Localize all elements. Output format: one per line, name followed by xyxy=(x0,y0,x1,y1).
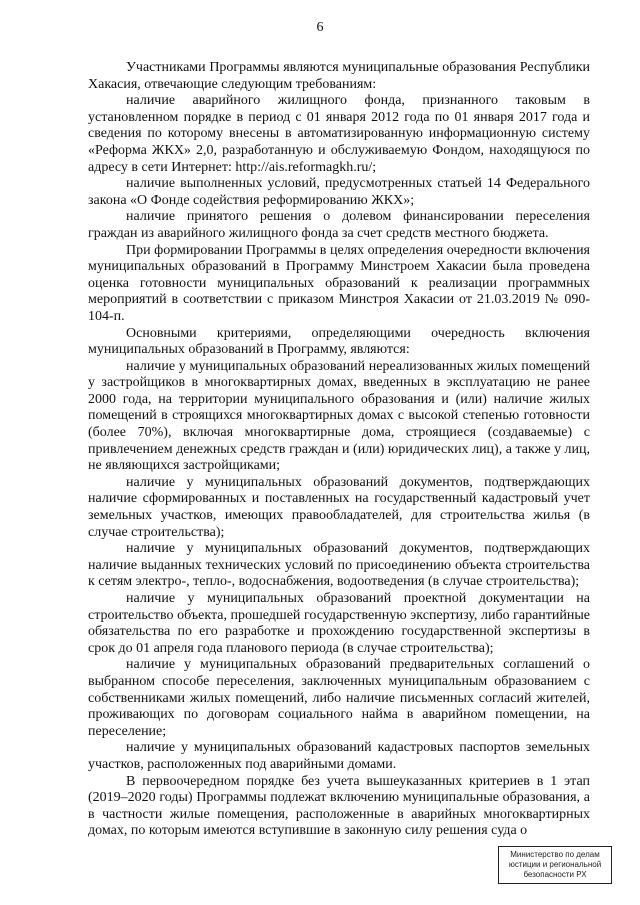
paragraph-readiness-assessment: При формировании Программы в целях определения очередности включения муниципальных образований в Программу Минстроем Хакасии была проведена оценка готовности муниципальных образований к реализации программных мероприятий в соответствии с приказом Минстроя Хакасии от 21.03.2019 № 090-104-п. xyxy=(88,242,590,324)
ministry-stamp xyxy=(498,846,612,884)
paragraph-emergency-housing: наличие аварийного жилищного фонда, признанного таковым в установленном порядке в период с 01 января 2012 года по 01 января 2017 года и сведения по которому внесены в автоматизированную информационную систему «Реформа ЖКХ» 2,0, разработанную и обслуживаемую Фондом, находящуюся по адресу в сети Интернет: http://ais.reformagkh.ru/; xyxy=(88,93,590,175)
stamp-line-2: юстиции и региональной xyxy=(508,860,602,869)
paragraph-main-criteria: Основными критериями, определяющими очередность включения муниципальных образований в Программу, являются: xyxy=(88,325,590,358)
paragraph-participants: Участниками Программы являются муниципальные образования Республики Хакасия, отвечающие следующим требованиям: xyxy=(88,60,590,92)
document-body xyxy=(88,60,590,840)
paragraph-technical-conditions: наличие у муниципальных образований документов, подтверждающих наличие выданных технических условий по присоединению объекта строительства к сетям электро-, тепло-, водоснабжения, водоотведения (в случае строительства); xyxy=(88,541,590,590)
paragraph-project-documentation: наличие у муниципальных образований проектной документации на строительство объекта, прошедшей государственную экспертизу, либо гарантийные обязательства по его разработке и прохождению государственной экспертизы в срок до 01 апреля года планового периода (в случае строительства); xyxy=(88,591,590,656)
paragraph-cofinancing: наличие принятого решения о долевом финансировании переселения граждан из аварийного жилищного фонда за счет средств местного бюджета. xyxy=(88,209,590,241)
paragraph-cadastral-passports: наличие у муниципальных образований кадастровых паспортов земельных участков, расположенных под аварийными домами. xyxy=(88,740,590,772)
paragraph-land-plots: наличие у муниципальных образований документов, подтверждающих наличие сформированных и поставленных на государственный кадастровый учет земельных участков, имеющих правообладателей, для строительства жилья (в случае строительства); xyxy=(88,474,590,540)
stamp-line-1: Министерство по делам xyxy=(510,850,600,859)
paragraph-unsold-housing: наличие у муниципальных образований нереализованных жилых помещений у застройщиков в многоквартирных домах, введенных в эксплуатацию не ранее 2000 года, на территории муниципального образования и (или) наличие жилых помещений в строящихся многоквартирных домах с высокой степенью готовности (более 70%), включая многоквартирные дома, строящиеся (создаваемые) с привлечением денежных средств граждан и (или) юридических лиц), а также у лиц, не являющихся застройщиками; xyxy=(88,358,590,474)
stamp-line-3: безопасности РХ xyxy=(523,870,587,879)
paragraph-article-14: наличие выполненных условий, предусмотренных статьей 14 Федерального закона «О Фонде содействия реформированию ЖКХ»; xyxy=(88,176,590,208)
paragraph-priority-order: В первоочередном порядке без учета вышеуказанных критериев в 1 этап (2019–2020 годы) Программы подлежат включению муниципальные образования, а в частности жилые помещения, расположенные в аварийных многоквартирных домах, по которым имеются вступившие в законную силу решения суда о xyxy=(88,773,590,839)
page-number: 6 xyxy=(316,20,324,35)
paragraph-preliminary-agreements: наличие у муниципальных образований предварительных соглашений о выбранном способе переселения, заключенных муниципальным образованием с собственниками жилых помещений, либо наличие письменных согласий жителей, проживающих по договорам социального найма в аварийном помещении, на переселение; xyxy=(88,657,590,739)
